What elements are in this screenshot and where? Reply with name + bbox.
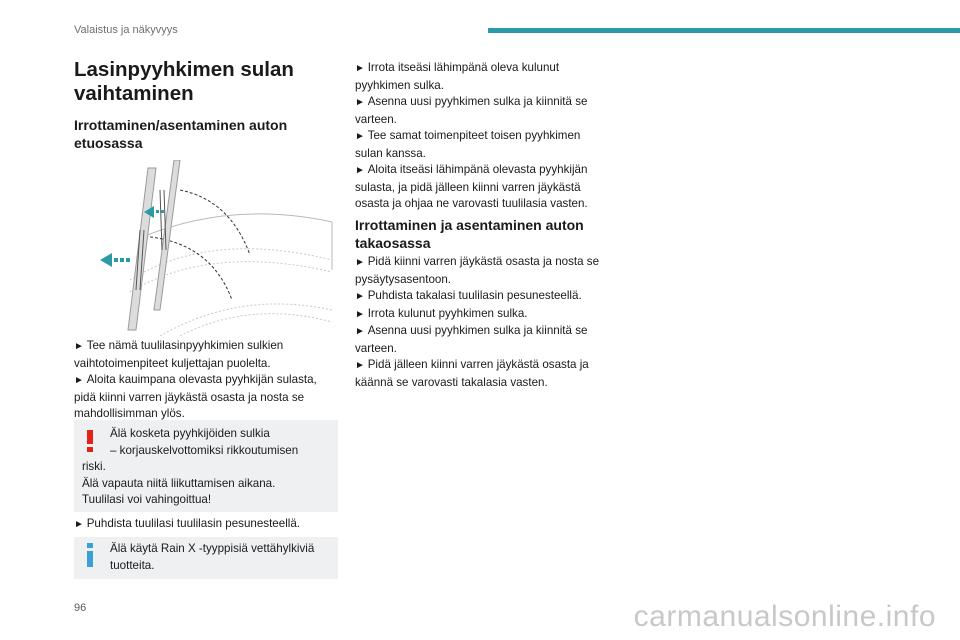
info-note — [74, 537, 338, 579]
rear-steps — [355, 254, 627, 391]
step-marker: ► — [74, 519, 87, 530]
rear-step-2: ► Puhdista takalasi tuulilasin pesunesteellä. — [355, 289, 582, 302]
step-marker: ► — [74, 375, 87, 386]
step-1: ► Tee nämä tuulilasinpyyhkimien sulkien vaihtotoimenpiteet kuljettajan puolelta. — [74, 339, 284, 370]
step-marker: ► — [355, 308, 368, 320]
info-line-1: Älä käytä Rain X -tyyppisiä vettähylkiviä — [110, 542, 315, 555]
wiper-illustration — [100, 160, 334, 336]
title-line-2: vaihtaminen — [74, 82, 194, 105]
page-title — [74, 58, 338, 106]
rear-subtitle — [355, 216, 627, 252]
page-number: 96 — [74, 602, 87, 614]
warning-line-1: Älä kosketa pyyhkijöiden sulkia — [110, 427, 270, 440]
front-steps-a — [74, 338, 338, 423]
warning-note — [74, 420, 338, 512]
section-title: Valaistus ja näkyvyys — [74, 24, 178, 36]
step-marker: ► — [355, 97, 368, 108]
warning-line-2: – korjauskelvottomiksi rikkoutumisen — [110, 443, 299, 457]
step-6: ► Aloita itseäsi lähimpänä olevasta pyyhkijän sulasta, ja pidä jälleen kiinni varren jäykästä osasta ja ohjaa ne varovasti tuulilasia vasten. — [355, 163, 588, 210]
front-subtitle-line-2: etuosassa — [74, 135, 143, 151]
front-subtitle-line-1: Irrottaminen/asentaminen auton — [74, 117, 288, 133]
clean-step: ► Puhdista tuulilasi tuulilasin pesunesteellä. — [74, 517, 301, 530]
rear-step-1: ► Pidä kiinni varren jäykästä osasta ja nosta se pysäytysasentoon. — [355, 255, 600, 286]
step-5: ► Tee samat toimenpiteet toisen pyyhkimen sulan kanssa. — [355, 129, 581, 160]
rear-subtitle-line-1: Irrottaminen ja asentaminen auton — [355, 217, 584, 233]
info-icon — [86, 543, 94, 567]
rear-step-3: ► Irrota kulunut pyyhkimen sulka. — [355, 306, 528, 320]
header-accent-bar — [488, 28, 960, 33]
step-2: ► Aloita kauimpana olevasta pyyhkijän sulasta, pidä kiinni varren jäykästä osasta ja nosta se mahdollisimman ylös. — [74, 373, 317, 420]
step-marker: ► — [355, 360, 368, 371]
step-4: ► Asenna uusi pyyhkimen sulka ja kiinnitä se varteen. — [355, 95, 588, 126]
rear-step-5: ► Pidä jälleen kiinni varren jäykästä osasta ja käännä se varovasti takalasia vasten. — [355, 358, 589, 389]
front-subtitle — [74, 116, 338, 152]
info-line-2: tuotteita. — [110, 558, 155, 572]
step-marker: ► — [355, 291, 368, 302]
step-marker: ► — [355, 63, 368, 74]
step-marker: ► — [355, 165, 368, 176]
rear-subtitle-line-2: takaosassa — [355, 235, 431, 251]
watermark[interactable]: carmanualsonline.info — [633, 600, 936, 633]
title-line-1: Lasinpyyhkimen sulan — [74, 58, 294, 81]
warning-line-4: Älä vapauta niitä liikuttamisen aikana. — [82, 476, 276, 490]
warning-line-3: riski. — [82, 460, 106, 473]
warning-exclamation-icon — [86, 430, 94, 452]
warning-line-5: Tuulilasi voi vahingoittua! — [82, 493, 212, 506]
step-3: ► Irrota itseäsi lähimpänä oleva kulunut pyyhkimen sulka. — [355, 61, 560, 92]
rear-step-4: ► Asenna uusi pyyhkimen sulka ja kiinnitä se varteen. — [355, 324, 588, 355]
step-marker: ► — [74, 341, 87, 352]
front-steps-b — [355, 60, 627, 213]
step-marker: ► — [355, 326, 368, 337]
step-marker: ► — [355, 131, 368, 142]
step-marker: ► — [355, 257, 368, 268]
